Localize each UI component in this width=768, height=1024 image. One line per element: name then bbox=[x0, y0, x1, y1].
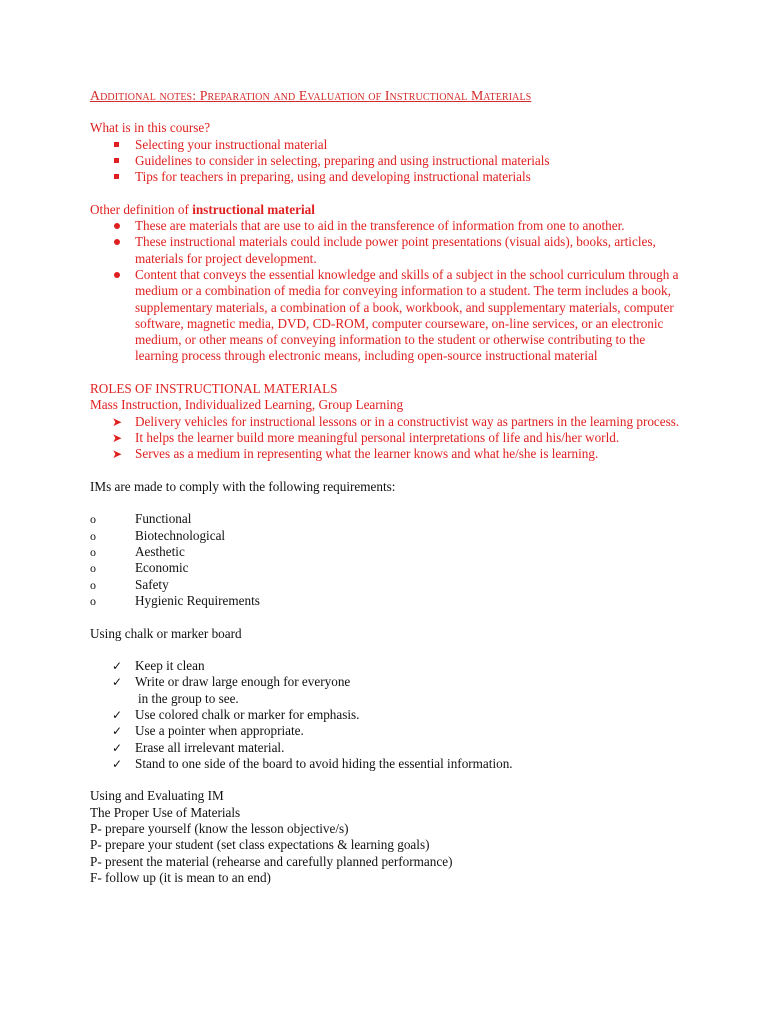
list-item: ➤ Serves as a medium in representing what the learner knows and what he/she is learning. bbox=[112, 446, 599, 462]
list-item: o Aesthetic bbox=[90, 544, 185, 560]
list-item: ✓ Use a pointer when appropriate. bbox=[112, 723, 304, 739]
using-heading: Using and Evaluating IM bbox=[90, 788, 224, 804]
circle-bullet-icon: o bbox=[90, 593, 96, 608]
list-item: These instructional materials could include power point presentations (visual aids), books, articles, materials for project development. bbox=[135, 234, 656, 266]
course-list bbox=[90, 137, 690, 186]
list-item: ➤ It helps the learner build more meaningful personal interpretations of life and his/her world. bbox=[112, 429, 620, 445]
arrow-bullet-icon: ➤ bbox=[112, 447, 123, 462]
list-item: o Economic bbox=[90, 560, 189, 576]
list-item: ✓ Write or draw large enough for everyone in the group to see. bbox=[112, 674, 351, 706]
check-mark-icon: ✓ bbox=[112, 675, 123, 690]
arrow-bullet-icon: ➤ bbox=[112, 414, 123, 429]
list-item: Selecting your instructional material bbox=[135, 136, 328, 152]
definition-term: instructional material bbox=[192, 201, 315, 217]
circle-bullet-icon: o bbox=[90, 512, 96, 527]
requirements-heading: IMs are made to comply with the following requirements: bbox=[90, 478, 396, 494]
roles-heading: ROLES OF INSTRUCTIONAL MATERIALS bbox=[90, 381, 338, 397]
roles-subheading: Mass Instruction, Individualized Learning, Group Learning bbox=[90, 397, 404, 413]
list-item: o Safety bbox=[90, 576, 169, 592]
list-item: These are materials that are use to aid in the transference of information from one to another. bbox=[135, 218, 625, 234]
roles-list bbox=[90, 414, 690, 463]
list-item: ✓ Use colored chalk or marker for emphasis. bbox=[112, 706, 360, 722]
ppp-line: F- follow up (it is mean to an end) bbox=[90, 869, 271, 885]
circle-bullet-icon: o bbox=[90, 561, 96, 576]
list-item: Guidelines to consider in selecting, preparing and using instructional materials bbox=[135, 152, 550, 168]
list-item-continuation: in the group to see. bbox=[138, 690, 239, 706]
circle-bullet-icon: o bbox=[90, 528, 96, 543]
using-subheading: The Proper Use of Materials bbox=[90, 804, 241, 820]
check-mark-icon: ✓ bbox=[112, 707, 123, 722]
list-item: ➤ Delivery vehicles for instructional lessons or in a constructivist way as partners in the learning process. bbox=[112, 413, 680, 429]
list-item: ✓ Stand to one side of the board to avoid hiding the essential information. bbox=[112, 755, 513, 771]
chalk-heading: Using chalk or marker board bbox=[90, 625, 242, 641]
list-item: Tips for teachers in preparing, using and developing instructional materials bbox=[135, 169, 531, 185]
definition-list bbox=[90, 218, 690, 365]
requirements-list bbox=[90, 511, 690, 609]
arrow-bullet-icon: ➤ bbox=[112, 430, 123, 445]
list-item: o Biotechnological bbox=[90, 527, 226, 543]
page-title: Additional notes: Preparation and Evaluation of Instructional Materials bbox=[90, 88, 532, 103]
list-item: ✓ Keep it clean bbox=[112, 658, 205, 674]
circle-bullet-icon: o bbox=[90, 577, 96, 592]
document-page bbox=[90, 88, 690, 886]
check-mark-icon: ✓ bbox=[112, 756, 123, 771]
ppp-line: P- prepare your student (set class expectations & learning goals) bbox=[90, 837, 430, 853]
check-mark-icon: ✓ bbox=[112, 724, 123, 739]
chalk-list bbox=[90, 658, 690, 772]
ppp-line: P- prepare yourself (know the lesson objective/s) bbox=[90, 821, 349, 837]
list-item: o Hygienic Requirements bbox=[90, 592, 260, 608]
check-mark-icon: ✓ bbox=[112, 740, 123, 755]
list-item: o Functional bbox=[90, 511, 192, 527]
definition-heading: Other definition of instructional material bbox=[90, 201, 315, 217]
list-item: ✓ Erase all irrelevant material. bbox=[112, 739, 285, 755]
ppp-line: P- present the material (rehearse and carefully planned performance) bbox=[90, 853, 453, 869]
course-heading: What is in this course? bbox=[90, 120, 211, 136]
check-mark-icon: ✓ bbox=[112, 659, 123, 674]
list-item: Content that conveys the essential knowledge and skills of a subject in the school curriculum through a medium or a combination of media for conveying information to a student. The term includes a book, supplementary materials, a combination of a book, workbook, and supplementary materials, computer software, magnetic media, DVD, CD-ROM, computer courseware, on-line services, or an electronic medium, or other means of conveying information to the student or otherwise contributing to the learning process through electronic means, including open-source instructional material bbox=[135, 266, 679, 364]
circle-bullet-icon: o bbox=[90, 545, 96, 560]
